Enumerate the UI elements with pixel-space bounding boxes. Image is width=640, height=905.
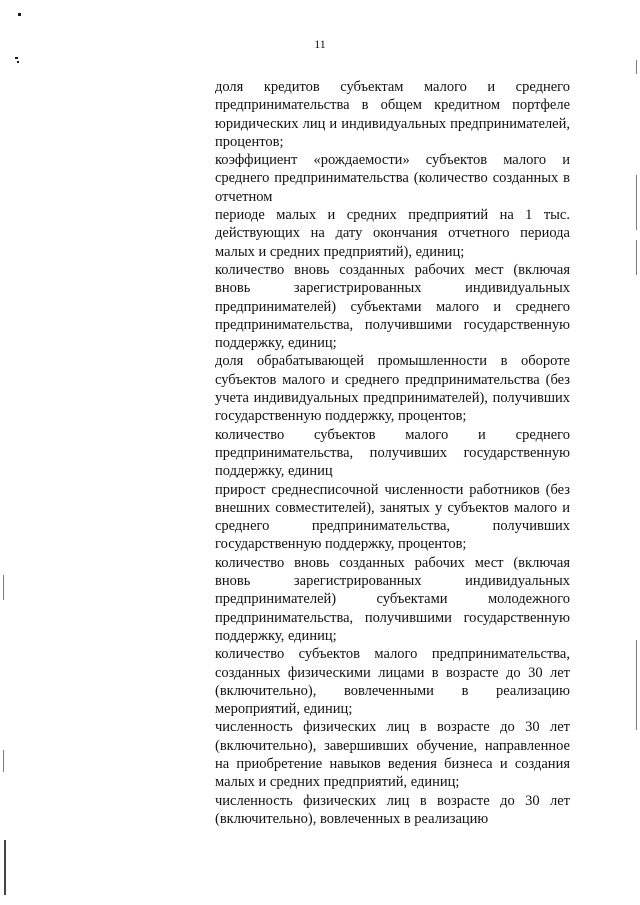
indicator-paragraph: количество вновь созданных рабочих мест (включая вновь зарегистрированных индивидуальных предпринимателей) субъектами молодежного предпринимательства, получившими государственную поддержку, единиц;: [215, 554, 570, 644]
indicator-paragraph: численность физических лиц в возрасте до 30 лет (включительно), вовлеченных в реализацию: [215, 792, 570, 827]
indicator-paragraph: прирост среднесписочной численности работников (без внешних совместителей), занятых у субъектов малого и среднего предпринимательства, получивших государственную поддержку, процентов;: [215, 481, 570, 553]
scan-edge-mark: [4, 840, 6, 895]
scan-speck: [17, 61, 19, 63]
scan-speck: [18, 13, 21, 16]
scan-edge-mark: [636, 240, 637, 275]
indicator-paragraph: периоде малых и средних предприятий на 1 тыс. действующих на дату окончания отчетного периода малых и средних предприятий), единиц;: [215, 207, 570, 260]
page-number: 11: [314, 37, 326, 51]
scan-edge-mark: [3, 575, 4, 600]
indicator-paragraph: количество субъектов малого предпринимательства, созданных физическими лицами в возрасте до 30 лет (включительно), вовлеченными в реализацию мероприятий, единиц;: [215, 646, 570, 718]
scan-edge-mark: [636, 640, 637, 730]
indicator-paragraph: численность физических лиц в возрасте до 30 лет (включительно), завершивших обучение, направленное на приобретение навыков ведения бизнеса и создания малых и средних предприятий, единиц;: [215, 719, 570, 791]
indicator-paragraph: коэффициент «рождаемости» субъектов малого и среднего предпринимательства (количество созданных в отчетном: [215, 152, 570, 205]
scan-speck: [15, 57, 18, 59]
indicator-paragraph: доля кредитов субъектам малого и среднего предпринимательства в общем кредитном портфеле юридических лиц и индивидуальных предпринимателей, процентов;: [215, 79, 570, 150]
body-text: [215, 78, 570, 828]
scan-edge-mark: [636, 60, 637, 74]
scan-edge-mark: [636, 175, 637, 230]
indicator-paragraph: количество субъектов малого и среднего предпринимательства, получивших государственную поддержку, единиц: [215, 426, 570, 480]
indicator-paragraph: количество вновь созданных рабочих мест (включая вновь зарегистрированных индивидуальных предпринимателей) субъектами малого и среднего предпринимательства, получившими государственную поддержку, единиц;: [215, 261, 570, 352]
indicator-paragraph: доля обрабатывающей промышленности в обороте субъектов малого и среднего предпринимательства (без учета индивидуальных предпринимателей), получивших государственную поддержку, процентов;: [215, 353, 570, 425]
scan-edge-mark: [3, 750, 4, 772]
